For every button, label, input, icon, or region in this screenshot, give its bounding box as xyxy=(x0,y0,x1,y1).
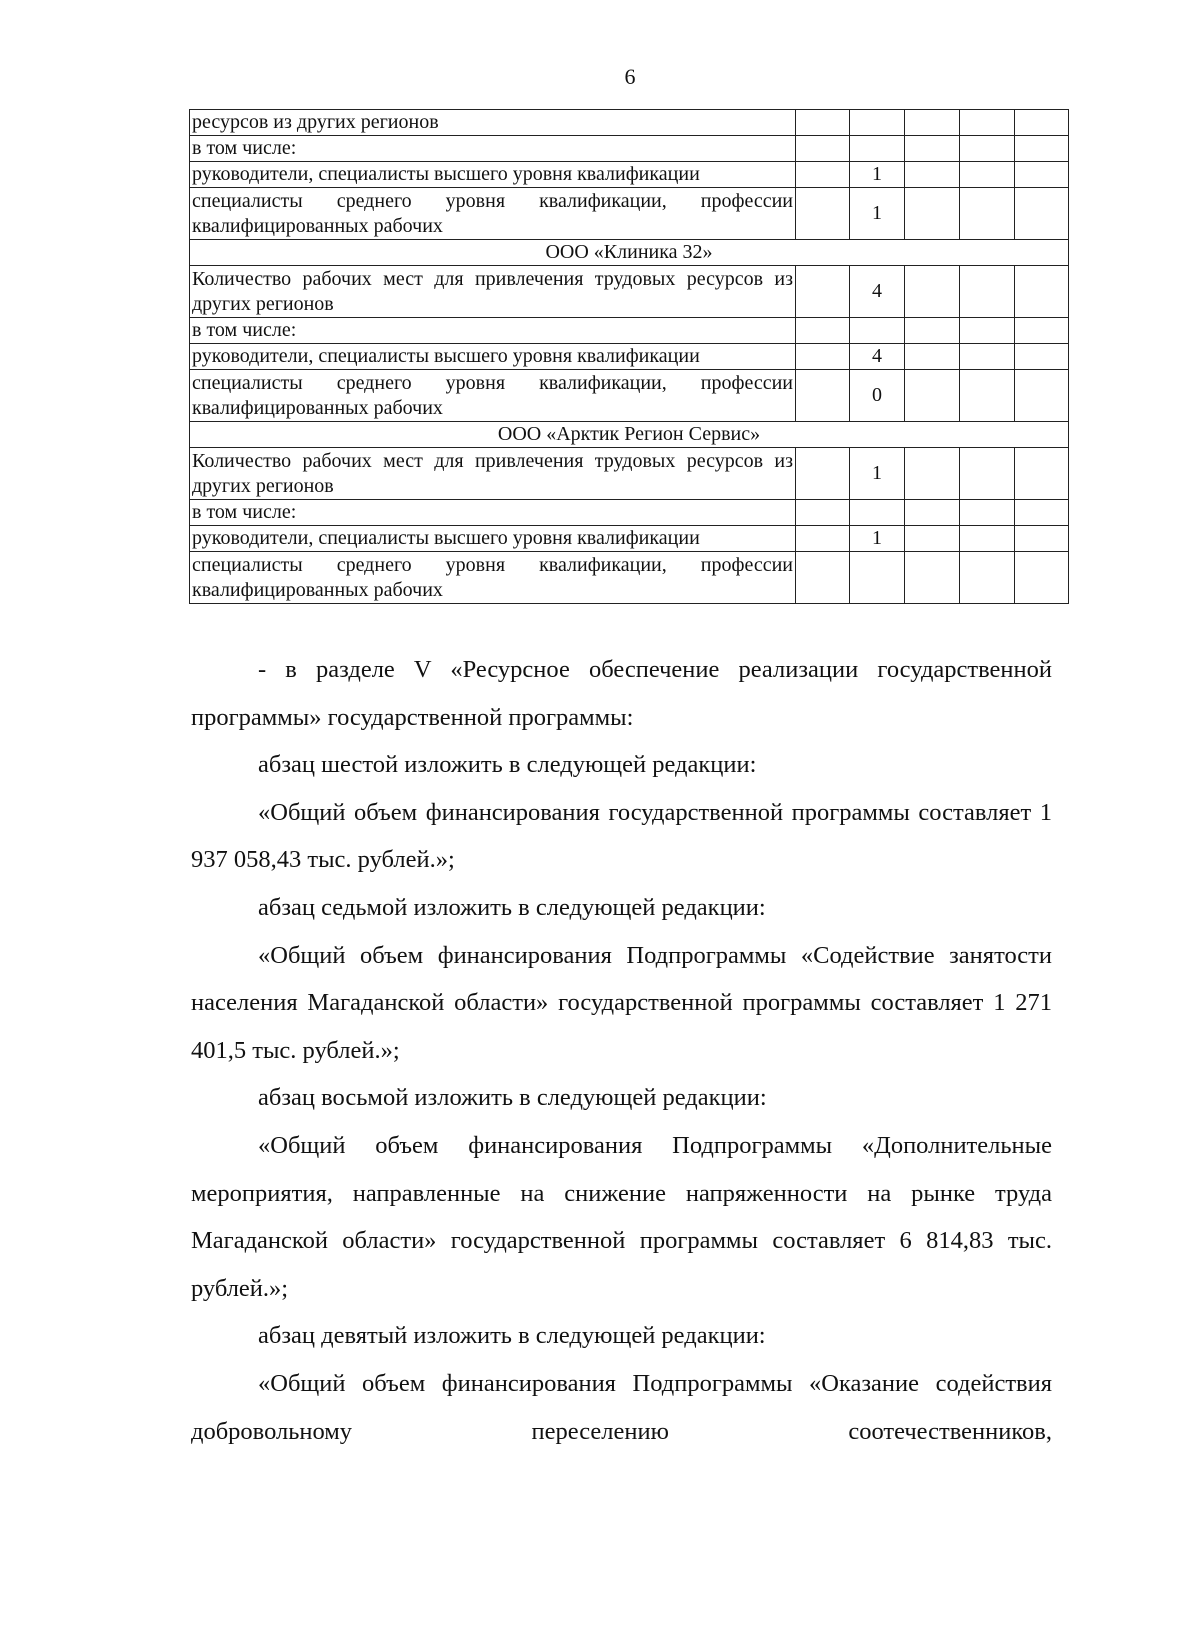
row-label: специалисты среднего уровня квалификации, профессии квалифицированных рабочих xyxy=(190,552,796,604)
value-cell: 0 xyxy=(850,370,905,422)
page-number: 6 xyxy=(624,64,636,89)
row-label: Количество рабочих мест для привлечения трудовых ресурсов из других регионов xyxy=(190,448,796,500)
table-row xyxy=(190,344,1069,370)
table-row xyxy=(190,110,1069,136)
table-row xyxy=(190,188,1069,240)
value-cell xyxy=(1015,552,1069,604)
value-cell xyxy=(796,188,850,240)
value-cell xyxy=(850,318,905,344)
value-cell xyxy=(905,136,960,162)
value-cell xyxy=(1015,110,1069,136)
value-cell xyxy=(1015,500,1069,526)
value-cell xyxy=(960,552,1015,604)
value-cell xyxy=(796,448,850,500)
value-cell xyxy=(1015,370,1069,422)
value-cell xyxy=(960,448,1015,500)
row-label: Количество рабочих мест для привлечения трудовых ресурсов из других регионов xyxy=(190,266,796,318)
value-cell: 1 xyxy=(850,448,905,500)
value-cell xyxy=(850,500,905,526)
row-label: в том числе: xyxy=(190,500,796,526)
row-label: руководители, специалисты высшего уровня квалификации xyxy=(190,526,796,552)
paragraph: абзац восьмой изложить в следующей редакции: xyxy=(258,1084,767,1112)
value-cell xyxy=(960,188,1015,240)
value-cell xyxy=(960,136,1015,162)
section-title: ООО «Арктик Регион Сервис» xyxy=(190,422,1069,448)
value-cell xyxy=(796,136,850,162)
table-row xyxy=(190,448,1069,500)
table-row xyxy=(190,526,1069,552)
table-row xyxy=(190,552,1069,604)
paragraph: абзац девятый изложить в следующей редакции: xyxy=(258,1322,766,1350)
value-cell: 1 xyxy=(850,188,905,240)
value-cell xyxy=(1015,318,1069,344)
value-cell xyxy=(905,318,960,344)
value-cell xyxy=(1015,162,1069,188)
table-row xyxy=(190,266,1069,318)
value-cell: 4 xyxy=(850,344,905,370)
value-cell xyxy=(960,110,1015,136)
table-section-row xyxy=(190,422,1069,448)
table-row xyxy=(190,136,1069,162)
paragraph: - в разделе V «Ресурсное обеспечение реализации государственной программы» государственной программы: xyxy=(191,656,1052,731)
value-cell xyxy=(796,162,850,188)
row-label: ресурсов из других регионов xyxy=(190,110,796,136)
value-cell xyxy=(905,448,960,500)
value-cell xyxy=(1015,344,1069,370)
value-cell xyxy=(796,318,850,344)
value-cell: 4 xyxy=(850,266,905,318)
row-label: специалисты среднего уровня квалификации, профессии квалифицированных рабочих xyxy=(190,188,796,240)
value-cell xyxy=(905,162,960,188)
value-cell xyxy=(796,526,850,552)
row-label: специалисты среднего уровня квалификации, профессии квалифицированных рабочих xyxy=(190,370,796,422)
value-cell xyxy=(796,370,850,422)
workplaces-table xyxy=(189,109,1069,604)
paragraph: абзац седьмой изложить в следующей редакции: xyxy=(258,893,766,921)
value-cell xyxy=(905,344,960,370)
value-cell xyxy=(960,162,1015,188)
paragraph: «Общий объем финансирования Подпрограммы «Дополнительные мероприятия, направленные на снижение напряженности на рынке труда Магаданской области» государственной программы составляет 6 814,83 тыс. рублей.»; xyxy=(191,1131,1052,1302)
value-cell xyxy=(1015,136,1069,162)
value-cell xyxy=(960,318,1015,344)
document-body xyxy=(191,646,1052,1455)
paragraph: абзац шестой изложить в следующей редакции: xyxy=(258,751,757,779)
value-cell xyxy=(1015,266,1069,318)
value-cell xyxy=(796,266,850,318)
table-row xyxy=(190,370,1069,422)
table-section-row xyxy=(190,240,1069,266)
table-row xyxy=(190,318,1069,344)
value-cell xyxy=(960,344,1015,370)
value-cell xyxy=(905,370,960,422)
value-cell xyxy=(905,110,960,136)
value-cell: 1 xyxy=(850,526,905,552)
row-label: руководители, специалисты высшего уровня квалификации xyxy=(190,344,796,370)
value-cell xyxy=(850,110,905,136)
paragraph: «Общий объем финансирования государственной программы составляет 1 937 058,43 тыс. рублей.»; xyxy=(191,798,1052,874)
value-cell xyxy=(850,552,905,604)
value-cell xyxy=(796,110,850,136)
value-cell xyxy=(905,526,960,552)
value-cell xyxy=(796,344,850,370)
value-cell xyxy=(1015,448,1069,500)
value-cell xyxy=(850,136,905,162)
value-cell xyxy=(1015,188,1069,240)
paragraph: «Общий объем финансирования Подпрограммы «Оказание содействия добровольному переселению соотечественников, xyxy=(191,1369,1052,1445)
section-title: ООО «Клиника 32» xyxy=(190,240,1069,266)
value-cell: 1 xyxy=(850,162,905,188)
row-label: в том числе: xyxy=(190,318,796,344)
value-cell xyxy=(960,526,1015,552)
value-cell xyxy=(796,500,850,526)
row-label: в том числе: xyxy=(190,136,796,162)
paragraph: «Общий объем финансирования Подпрограммы «Содействие занятости населения Магаданской области» государственной программы составляет 1 271 401,5 тыс. рублей.»; xyxy=(191,941,1052,1064)
value-cell xyxy=(905,266,960,318)
value-cell xyxy=(796,552,850,604)
row-label: руководители, специалисты высшего уровня квалификации xyxy=(190,162,796,188)
value-cell xyxy=(960,370,1015,422)
value-cell xyxy=(1015,526,1069,552)
value-cell xyxy=(905,500,960,526)
value-cell xyxy=(905,552,960,604)
table-row xyxy=(190,162,1069,188)
value-cell xyxy=(905,188,960,240)
table-row xyxy=(190,500,1069,526)
value-cell xyxy=(960,500,1015,526)
value-cell xyxy=(960,266,1015,318)
